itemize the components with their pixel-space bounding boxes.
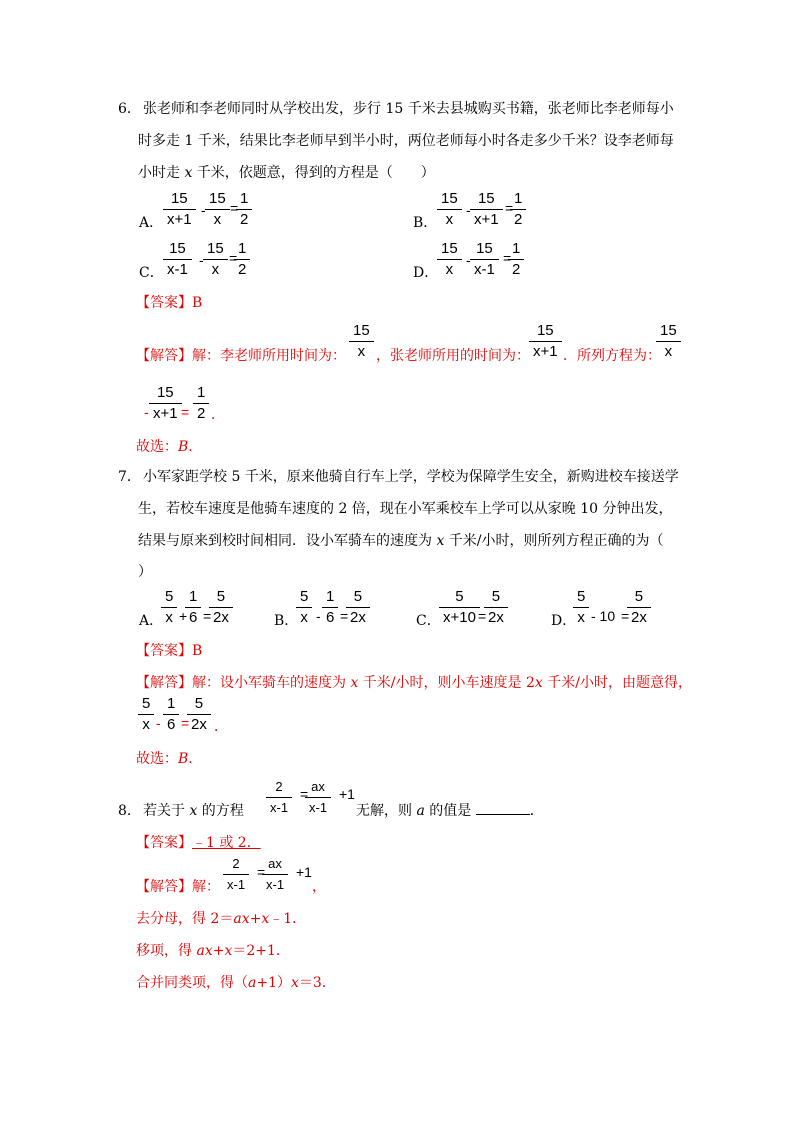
q7-text-line3: 结果与原来到校时间相同．设小军骑车的速度为 x 千米/小时，则所列方程正确的为（ [138, 533, 664, 549]
q6-text-line2: 时多走 1 千米，结果比李老师早到半小时，两位老师每小时各走多少千米？设李老师每 [138, 133, 674, 149]
q8-text-end: 无解，则 a 的值是 ． [356, 803, 544, 819]
q6-a-fraction-1: $\frac{15}{x+1}$ [163, 190, 196, 229]
q7-text-line1: 小军家距学校 5 千米，原来他骑自行车上学，学校为保障学生安全，新购进校车接送学 [143, 469, 679, 485]
q7-d-minus-ten: - 10 [591, 608, 616, 624]
q6-option-c-label: C． [139, 265, 164, 281]
q6-d-equals: = [503, 250, 512, 266]
q7-text-line4: ） [138, 564, 152, 580]
q7-option-a-label: A． [139, 613, 164, 629]
q8-equals: = [300, 786, 309, 802]
q6-answer: 【答案】B [136, 295, 203, 311]
q6-solution-text-2: ，张老师所用的时间为： [376, 348, 530, 364]
q6-text-line1: 张老师和李老师同时从学校出发，步行 15 千米去县城购买书籍，张老师比李老师每小 [143, 101, 674, 117]
q6-c-minus: - [199, 252, 204, 268]
q8-number: 8． [118, 803, 141, 819]
q6-sol-end: ． [211, 407, 225, 423]
q8-sol-equals: = [257, 864, 266, 880]
q7-d-fraction-2: $\frac{5}{2x}$ [627, 588, 651, 627]
q7-solution-text: 【解答】解：设小军骑车的速度为 x 千米/小时，则小车速度是 2x 千米/小时，由题意得， [136, 675, 692, 691]
q7-sol-fraction-1: $\frac{5}{x}$ [138, 695, 154, 734]
q8-sol-fraction-2: $\frac{ax}{x-1}$ [262, 855, 288, 894]
q6-sol-minus: - [144, 404, 149, 420]
q6-option-d-label: D． [413, 265, 439, 281]
q8-solution-text: 【解答】解： [136, 879, 220, 895]
q8-answer-blank[interactable] [476, 802, 530, 815]
q7-text-line2: 生，若校车速度是他骑车速度的 2 倍，现在小军乘校车上学可以从家晚 10 分钟出发， [138, 501, 673, 517]
q6-b-fraction-3: $\frac{1}{2}$ [510, 190, 526, 229]
q6-sol-fraction-3: $\frac{15}{x}$ [656, 322, 681, 361]
q7-answer: 【答案】B [136, 643, 203, 659]
q6-number: 6． [118, 101, 141, 117]
q7-d-equals: = [621, 608, 630, 624]
q8-sol-fraction-1: $\frac{2}{x-1}$ [223, 855, 249, 894]
q6-b-minus: - [466, 202, 471, 218]
q7-sol-end: ． [214, 719, 228, 735]
q7-b-fraction-3: $\frac{5}{2x}$ [346, 588, 370, 627]
q6-c-fraction-3: $\frac{1}{2}$ [234, 240, 250, 279]
q7-a-fraction-3: $\frac{5}{2x}$ [209, 588, 233, 627]
q8-fraction-1: $\frac{2}{x-1}$ [266, 778, 292, 817]
q7-option-d-label: D． [551, 613, 577, 629]
q8-step-1: 去分母，得 2＝ax+x﹣1． [136, 911, 307, 927]
q6-a-minus: - [201, 202, 206, 218]
q6-b-fraction-1: $\frac{15}{x}$ [437, 190, 462, 229]
q7-choose: 故选：B． [136, 751, 203, 767]
q7-a-fraction-1: $\frac{5}{x}$ [161, 588, 177, 627]
q6-sol-fraction-2: $\frac{15}{x+1}$ [529, 322, 562, 361]
q6-d-fraction-1: $\frac{15}{x}$ [437, 240, 462, 279]
q7-b-fraction-2: $\frac{1}{6}$ [322, 588, 338, 627]
q7-a-equals: = [203, 608, 212, 624]
q8-answer: 【答案】﹣1 或 2． [136, 835, 261, 851]
q7-sol-fraction-3: $\frac{5}{2x}$ [187, 695, 211, 734]
q8-sol-plus-one: +1 [296, 864, 312, 880]
q6-option-b-label: B． [413, 215, 438, 231]
q6-a-fraction-3: $\frac{1}{2}$ [236, 190, 252, 229]
q7-sol-fraction-2: $\frac{1}{6}$ [163, 695, 179, 734]
q7-sol-equals: = [181, 715, 190, 731]
q6-b-equals: = [505, 200, 514, 216]
q6-text-line3: 小时走 x 千米，依题意，得到的方程是（ ） [138, 165, 435, 181]
q7-c-equals: = [478, 608, 487, 624]
q6-option-a-label: A． [139, 215, 164, 231]
q7-number: 7． [118, 469, 141, 485]
q6-c-fraction-2: $\frac{15}{x}$ [203, 240, 228, 279]
q7-b-equals: = [340, 608, 349, 624]
q8-plus-one: +1 [339, 786, 355, 802]
q6-sol-equals: = [181, 404, 190, 420]
q6-sol-fraction-5: $\frac{1}{2}$ [193, 384, 209, 423]
q8-fraction-2: $\frac{ax}{x-1}$ [305, 778, 331, 817]
q6-b-fraction-2: $\frac{15}{x+1}$ [470, 190, 503, 229]
q8-step-2: 移项，得 ax+x＝2+1． [136, 943, 290, 959]
q6-a-fraction-2: $\frac{15}{x}$ [205, 190, 230, 229]
q6-choose: 故选：B． [136, 439, 203, 455]
q7-b-fraction-1: $\frac{5}{x}$ [296, 588, 312, 627]
q6-d-minus: - [466, 252, 471, 268]
q6-c-fraction-1: $\frac{15}{x-1}$ [163, 240, 192, 279]
q7-d-fraction-1: $\frac{5}{x}$ [573, 588, 589, 627]
q6-solution-text: 【解答】解：李老师所用时间为： [136, 348, 346, 364]
q7-a-fraction-2: $\frac{1}{6}$ [185, 588, 201, 627]
q6-sol-fraction-4: $\frac{15}{x+1}$ [149, 384, 182, 423]
q6-d-fraction-2: $\frac{15}{x-1}$ [470, 240, 499, 279]
q7-sol-minus: - [156, 715, 161, 731]
q6-c-equals: = [229, 250, 238, 266]
q7-option-c-label: C． [416, 613, 441, 629]
q8-sol-end: ， [312, 879, 326, 895]
q7-b-minus: - [316, 608, 321, 624]
q8-text-start: 若关于 x 的方程 [143, 803, 244, 819]
q6-d-fraction-3: $\frac{1}{2}$ [508, 240, 524, 279]
q6-solution-text-3: ．所列方程为： [563, 348, 661, 364]
q7-c-fraction-1: $\frac{5}{x+10}$ [439, 588, 480, 627]
q7-option-b-label: B． [274, 613, 299, 629]
q7-a-plus: + [179, 608, 188, 624]
q7-c-fraction-2: $\frac{5}{2x}$ [484, 588, 508, 627]
q6-sol-fraction-1: $\frac{15}{x}$ [349, 322, 374, 361]
q6-a-equals: = [230, 200, 239, 216]
q8-step-3: 合并同类项，得（a+1）x＝3． [136, 975, 336, 991]
